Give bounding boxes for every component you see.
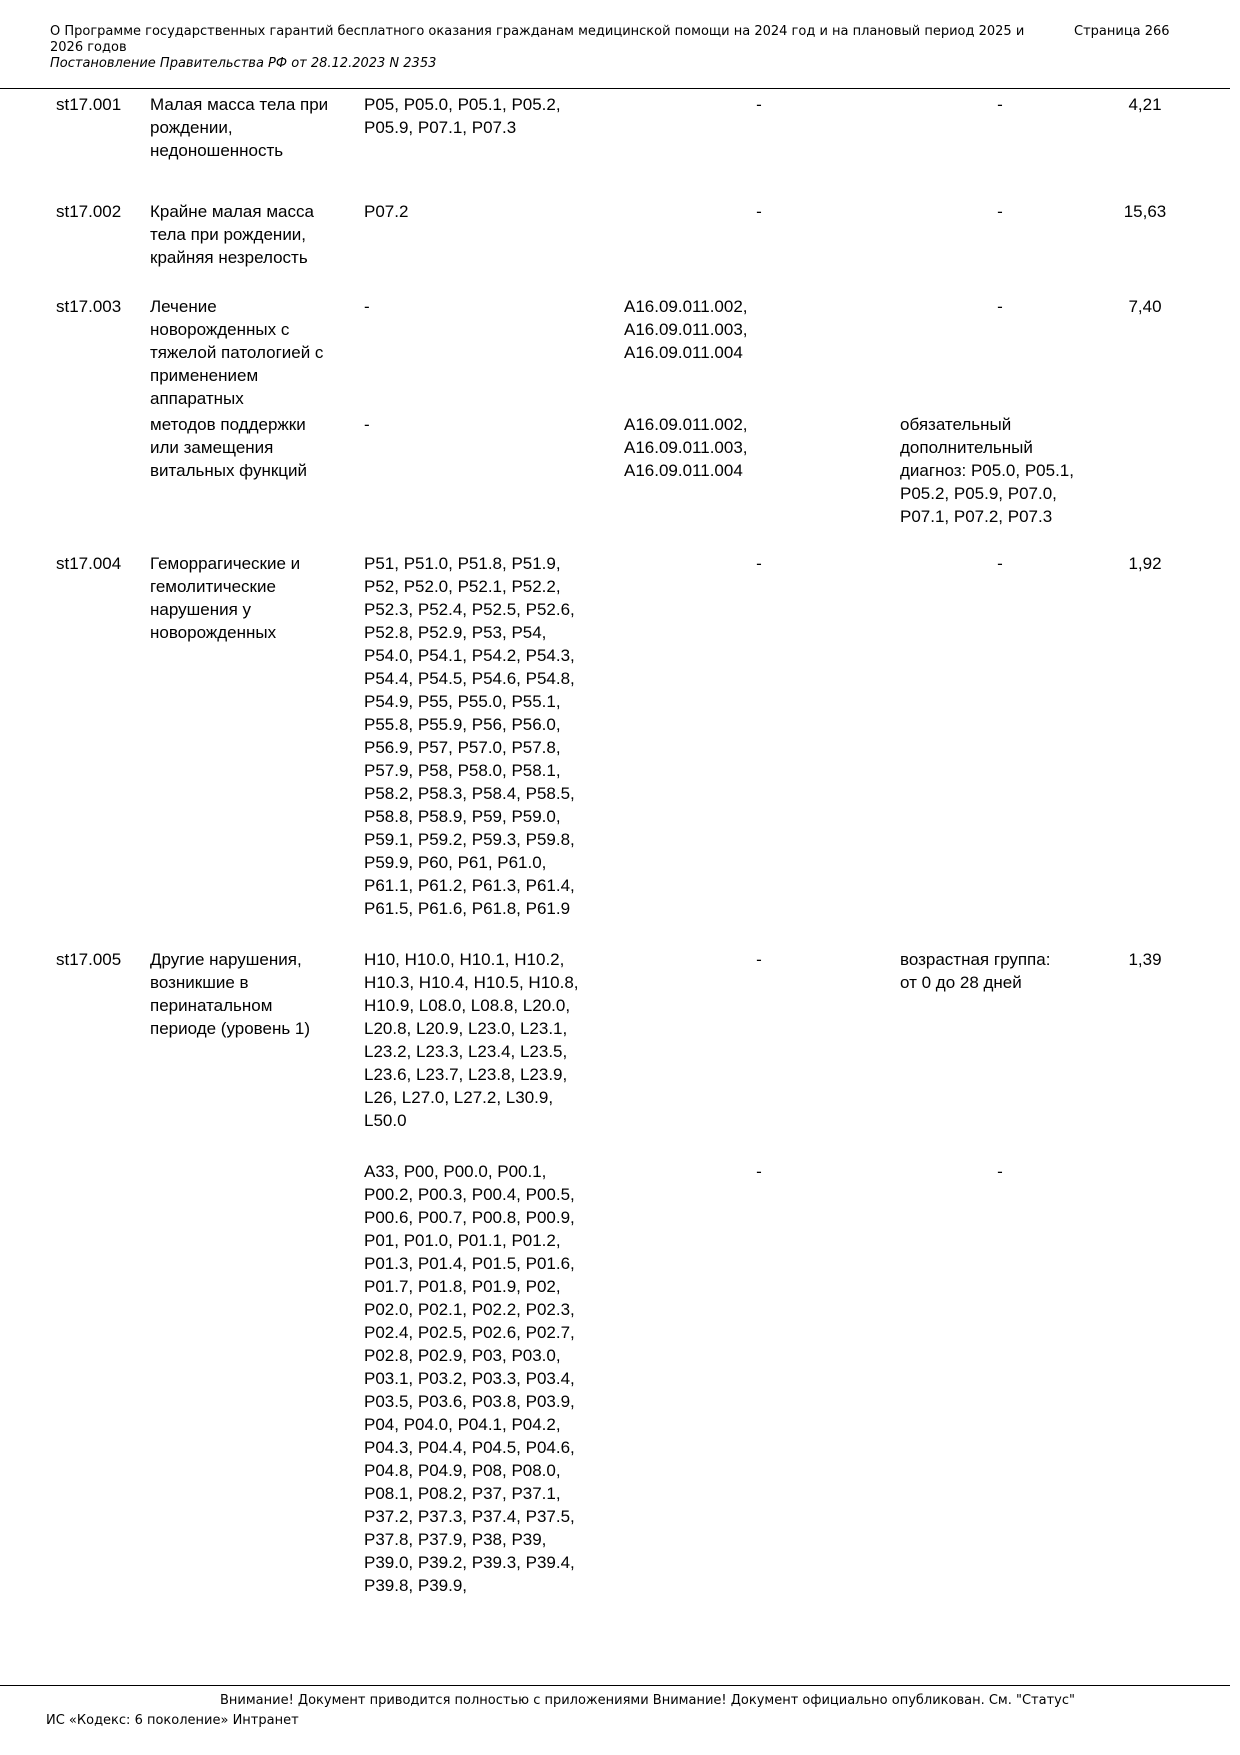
cell-code: st17.004 [56, 554, 122, 573]
cell-criteria: обязательный дополнительный диагноз: P05.0, P05.1, P05.2, P05.9, P07.0, P07.1, P07.2, P07.3 [900, 415, 1074, 526]
cell-code: st17.005 [56, 950, 122, 969]
source-label: ИС «Кодекс: 6 поколение» Интранет [46, 1713, 299, 1728]
cell-code: st17.002 [56, 202, 122, 221]
cell-code: st17.003 [56, 297, 122, 316]
cell-services: - [756, 95, 762, 114]
document-title: О Программе государственных гарантий бесплатного оказания гражданам медицинской помощи на 2024 год и на плановый период 2025 и 2026 годов [50, 24, 1025, 55]
cell-coefficient: 1,92 [1128, 554, 1162, 573]
cell-criteria: - [997, 554, 1003, 573]
cell-criteria: - [997, 95, 1003, 114]
cell-services: A16.09.011.002, A16.09.011.003, A16.09.011.004 [624, 415, 748, 480]
cell-code: st17.001 [56, 95, 122, 114]
cell-services: - [756, 1162, 762, 1181]
page-number: Страница 266 [1074, 24, 1170, 39]
cell-services: A16.09.011.002, A16.09.011.003, A16.09.011.004 [624, 297, 748, 362]
cell-criteria: - [997, 202, 1003, 221]
cell-name: Малая масса тела при рождении, недоношенность [150, 95, 329, 160]
cell-name: Геморрагические и гемолитические нарушения у новорожденных [150, 554, 301, 642]
cell-name: Крайне малая масса тела при рождении, крайняя незрелость [150, 202, 314, 267]
cell-services: - [756, 554, 762, 573]
document-subtitle: Постановление Правительства РФ от 28.12.2023 N 2353 [50, 56, 437, 71]
cell-services: - [756, 950, 762, 969]
cell-diagnoses: - [364, 297, 370, 316]
cell-coefficient: 1,39 [1128, 950, 1162, 969]
status-notice-link[interactable]: Внимание! Документ приводится полностью с приложениями Внимание! Документ официально опубликован. См. "Статус" [220, 1693, 1075, 1708]
cell-criteria: возрастная группа: от 0 до 28 дней [900, 950, 1051, 992]
cell-criteria: - [997, 297, 1003, 316]
cell-name: Лечение новорожденных с тяжелой патологией с применением аппаратных [150, 297, 324, 408]
cell-diagnoses: - [364, 415, 370, 434]
cell-diagnoses: P07.2 [364, 202, 409, 221]
document-header [50, 24, 1050, 72]
cell-coefficient: 7,40 [1128, 297, 1162, 316]
footer-divider [0, 1685, 1230, 1686]
cell-diagnoses: P51, P51.0, P51.8, P51.9, P52, P52.0, P52.1, P52.2, P52.3, P52.4, P52.5, P52.6, P52.8, P52.9, P53, P54, P54.0, P54.1, P54.2, P54.3, P54.4, P54.5, P54.6, P54.8, P54.9, P55, P55.0, P55.1, P55.8, P55.9, P56, P56.0, P56.9, P57, P57.0, P57.8, P57.9, P58, P58.0, P58.1, P58.2, P58.3, P58.4, P58.5, P58.8, P58.9, P59, P59.0, P59.1, P59.2, P59.3, P59.8, P59.9, P60, P61, P61.0, P61.1, P61.2, P61.3, P61.4, P61.5, P61.6, P61.8, P61.9 [364, 554, 575, 918]
cell-criteria: - [997, 1162, 1003, 1181]
header-divider [0, 88, 1230, 89]
cell-diagnoses: H10, H10.0, H10.1, H10.2, H10.3, H10.4, H10.5, H10.8, H10.9, L08.0, L08.8, L20.0, L20.8, L20.9, L23.0, L23.1, L23.2, L23.3, L23.4, L23.5, L23.6, L23.7, L23.8, L23.9, L26, L27.0, L27.2, L30.9, L50.0 [364, 950, 579, 1130]
cell-name: методов поддержки или замещения витальных функций [150, 415, 308, 480]
cell-name: Другие нарушения, возникшие в перинатальном периоде (уровень 1) [150, 950, 311, 1038]
cell-diagnoses: P05, P05.0, P05.1, P05.2, P05.9, P07.1, P07.3 [364, 95, 561, 137]
cell-diagnoses: A33, P00, P00.0, P00.1, P00.2, P00.3, P00.4, P00.5, P00.6, P00.7, P00.8, P00.9, P01, P01.0, P01.1, P01.2, P01.3, P01.4, P01.5, P01.6, P01.7, P01.8, P01.9, P02, P02.0, P02.1, P02.2, P02.3, P02.4, P02.5, P02.6, P02.7, P02.8, P02.9, P03, P03.0, P03.1, P03.2, P03.3, P03.4, P03.5, P03.6, P03.8, P03.9, P04, P04.0, P04.1, P04.2, P04.3, P04.4, P04.5, P04.6, P04.8, P04.9, P08, P08.0, P08.1, P08.2, P37, P37.1, P37.2, P37.3, P37.4, P37.5, P37.8, P37.9, P38, P39, P39.0, P39.2, P39.3, P39.4, P39.8, P39.9, [364, 1162, 575, 1595]
cell-services: - [756, 202, 762, 221]
cell-coefficient: 4,21 [1128, 95, 1162, 114]
cell-coefficient: 15,63 [1123, 202, 1167, 221]
